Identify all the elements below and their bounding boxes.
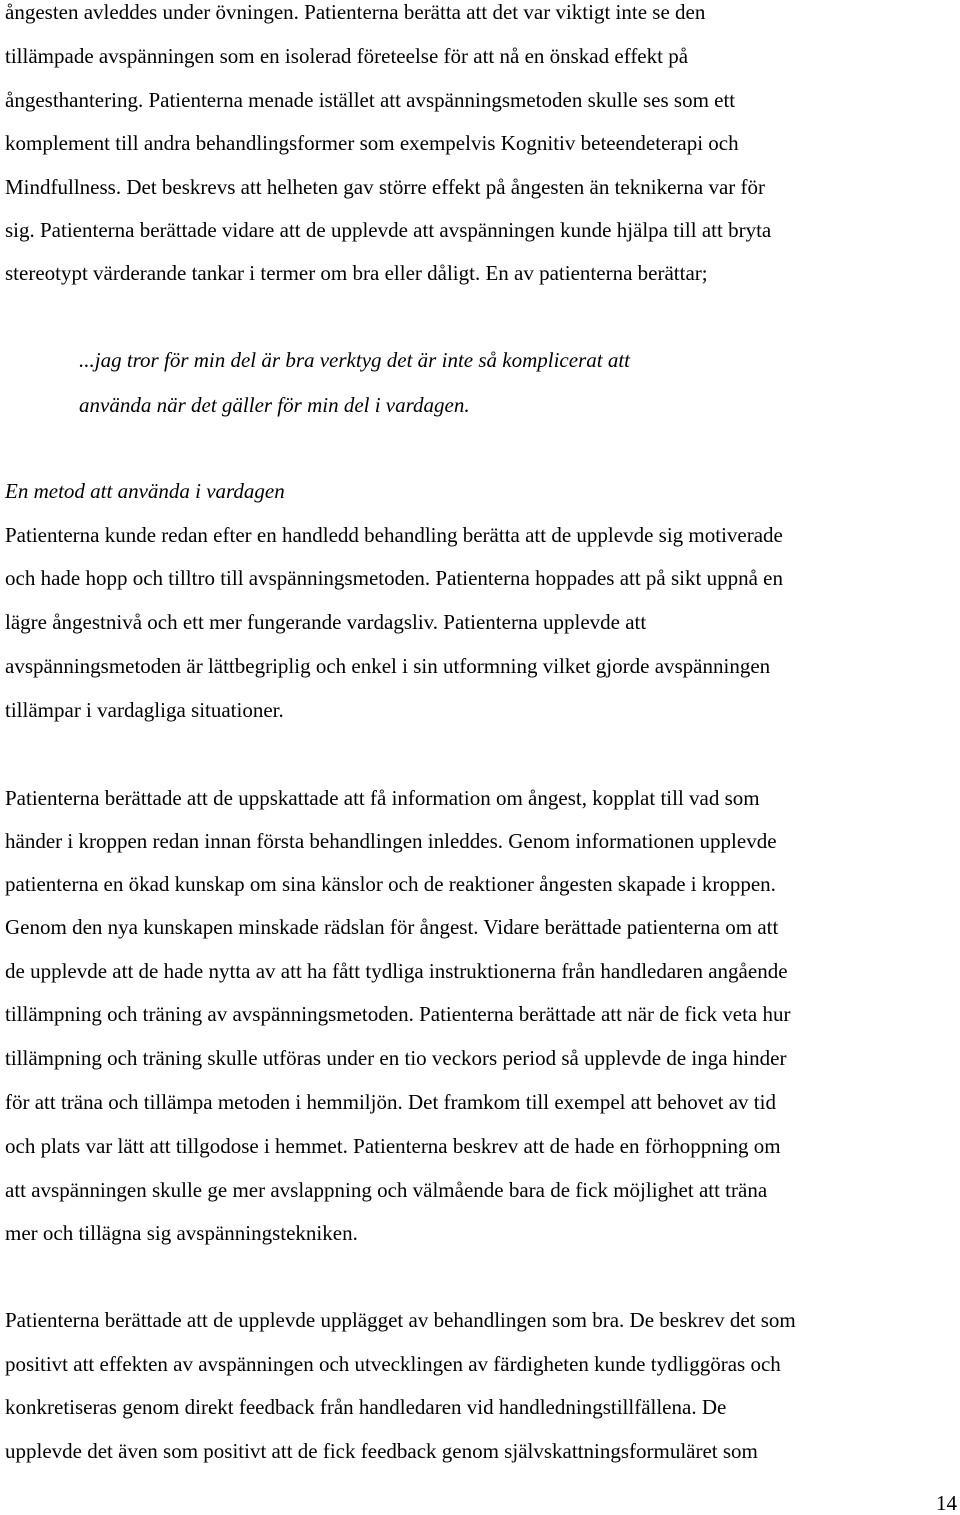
- text-line: ångesthantering. Patienterna menade istället att avspänningsmetoden skulle ses som ett: [5, 88, 736, 112]
- text-line: patienterna en ökad kunskap om sina känslor och de reaktioner ångesten skapade i kroppen.: [5, 872, 776, 896]
- text-line: Patienterna berättade att de upplevde upplägget av behandlingen som bra. De beskrev det som: [5, 1308, 796, 1332]
- text-line: stereotypt värderande tankar i termer om bra eller dåligt. En av patienterna berättar;: [5, 261, 708, 285]
- text-line: tillämpade avspänningen som en isolerad företeelse för att nå en önskad effekt på: [5, 44, 689, 68]
- text-line: positivt att effekten av avspänningen och utvecklingen av färdigheten kunde tydliggöras och: [5, 1352, 781, 1376]
- text-line: avspänningsmetoden är lättbegriplig och enkel i sin utformning vilket gjorde avspänningen: [5, 654, 771, 678]
- quote-line: använda när det gäller för min del i vardagen.: [79, 393, 470, 417]
- section-heading: En metod att använda i vardagen: [5, 479, 285, 503]
- text-line: händer i kroppen redan innan första behandlingen inleddes. Genom informationen upplevde: [5, 829, 777, 853]
- text-line: de upplevde att de hade nytta av att ha fått tydliga instruktionerna från handledaren angående: [5, 959, 788, 983]
- text-line: Mindfullness. Det beskrevs att helheten gav större effekt på ångesten än teknikerna var för: [5, 175, 766, 199]
- text-line: och plats var lätt att tillgodose i hemmet. Patienterna beskrev att de hade en förhoppning om: [5, 1134, 781, 1158]
- text-line: upplevde det även som positivt att de fick feedback genom självskattningsformuläret som: [5, 1439, 758, 1463]
- text-line: Patienterna kunde redan efter en handledd behandling berätta att de upplevde sig motiverade: [5, 523, 783, 547]
- text-line: och hade hopp och tilltro till avspänningsmetoden. Patienterna hoppades att på sikt uppnå en: [5, 566, 783, 590]
- text-line: tillämpar i vardagliga situationer.: [5, 698, 284, 722]
- quote-line: ...jag tror för min del är bra verktyg det är inte så komplicerat att: [79, 348, 630, 372]
- text-line: tillämpning och träning av avspänningsmetoden. Patienterna berättade att när de fick veta hur: [5, 1002, 791, 1026]
- text-line: sig. Patienterna berättade vidare att de upplevde att avspänningen kunde hjälpa till att bryta: [5, 218, 772, 242]
- text-line: Patienterna berättade att de uppskattade att få information om ångest, kopplat till vad som: [5, 786, 760, 810]
- text-line: konkretiseras genom direkt feedback från handledaren vid handledningstillfällena. De: [5, 1395, 727, 1419]
- text-line: komplement till andra behandlingsformer som exempelvis Kognitiv beteendeterapi och: [5, 131, 739, 155]
- text-line: tillämpning och träning skulle utföras under en tio veckors period så upplevde de inga hinder: [5, 1046, 787, 1070]
- text-line: Genom den nya kunskapen minskade rädslan för ångest. Vidare berättade patienterna om att: [5, 915, 779, 939]
- text-line: lägre ångestnivå och ett mer fungerande vardagsliv. Patienterna upplevde att: [5, 610, 647, 634]
- text-line: mer och tillägna sig avspänningstekniken.: [5, 1221, 358, 1245]
- text-line: för att träna och tillämpa metoden i hemmiljön. Det framkom till exempel att behovet av tid: [5, 1090, 776, 1114]
- text-line: att avspänningen skulle ge mer avslappning och välmående bara de fick möjlighet att träna: [5, 1178, 768, 1202]
- text-line: ångesten avleddes under övningen. Patienterna berätta att det var viktigt inte se den: [5, 0, 706, 24]
- page-number: 14: [936, 1491, 957, 1515]
